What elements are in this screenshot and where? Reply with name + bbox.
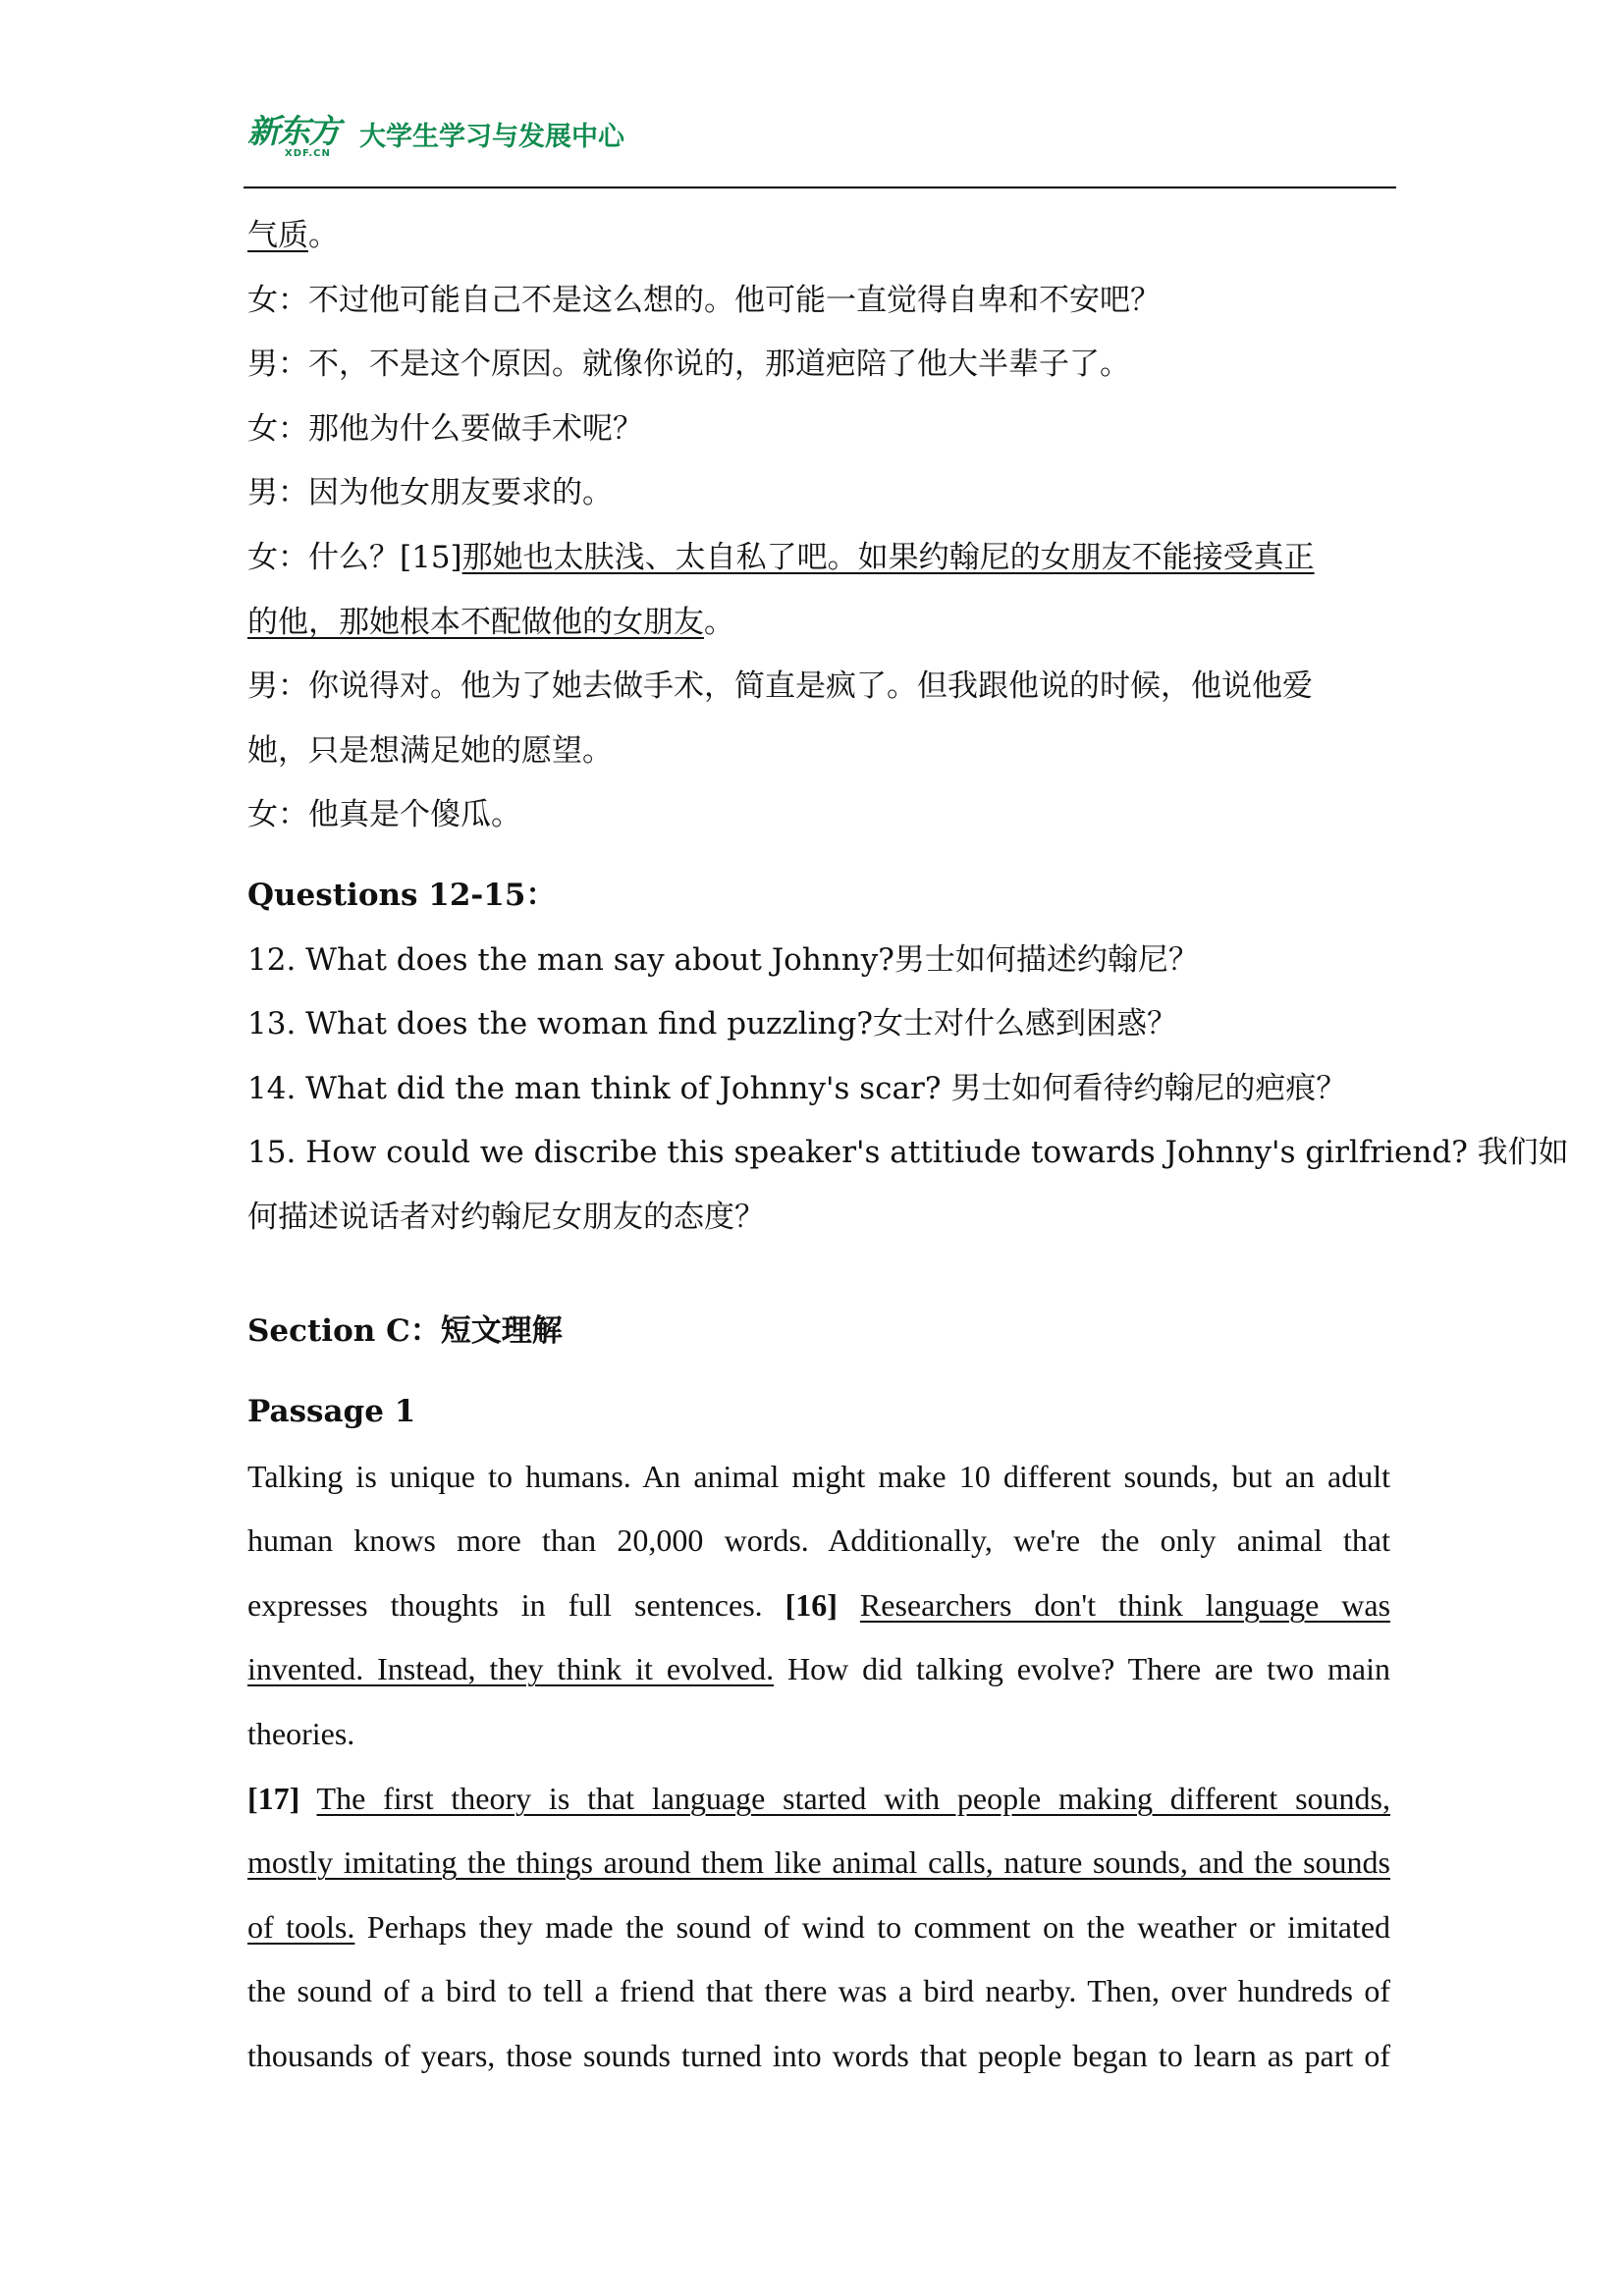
underlined-text: Researchers don't think language was <box>859 1586 1390 1623</box>
plain-text: Perhaps they made the sound of wind to comment on the weather or imitated <box>366 1908 1390 1945</box>
passage-line: Talking is unique to humans. An animal might make 10 different sounds, but an adult <box>247 1458 1390 1494</box>
questions-heading: Questions 12-15： <box>247 877 557 913</box>
underlined-text: invented. Instead, they think it evolved. <box>247 1651 775 1687</box>
logo-domain: XDF.CN <box>285 148 331 159</box>
question-marker: [17] <box>247 1780 300 1816</box>
question-item: 13. What does the woman find puzzling?女士对什么感到困惑？ <box>247 1006 1177 1042</box>
dialogue-line <box>247 591 1390 656</box>
dialogue-line: 女：不过他可能自己不是这么想的。他可能一直觉得自卑和不安吧？ <box>247 282 1161 318</box>
document-body <box>247 204 1569 2089</box>
passage-line <box>247 1831 1390 1896</box>
question-marker: [16] <box>785 1586 838 1623</box>
dialogue-line: 男：因为他女朋友要求的。 <box>247 475 613 511</box>
header-divider <box>244 187 1396 188</box>
passage-line: theories. <box>247 1716 355 1752</box>
passage-line: the sound of a bird to tell a friend that there was a bird nearby. Then, over hundreds of <box>247 1973 1390 2009</box>
underlined-text: mostly imitating the things around them like animal calls, nature sounds, and the sounds <box>247 1844 1390 1881</box>
plain-text: How did talking evolve? There are two main <box>787 1651 1390 1687</box>
section-c-heading: Section C：短文理解 <box>247 1312 563 1349</box>
brand-title: 大学生学习与发展中心 <box>359 122 624 152</box>
dialogue-line: 男：不，不是这个原因。就像你说的，那道疤陪了他大半辈子了。 <box>247 347 1130 383</box>
passage-line <box>247 1637 1390 1702</box>
passage-title: Passage 1 <box>247 1394 416 1430</box>
dialogue-line <box>247 526 1390 591</box>
underlined-text: of tools. <box>247 1908 355 1945</box>
underlined-text: The first theory is that language started with people making different sounds, <box>316 1780 1390 1816</box>
dialogue-line: 女：他真是个傻瓜。 <box>247 797 521 833</box>
xdf-logo <box>247 114 346 161</box>
dialogue-line <box>247 204 1390 269</box>
dialogue-line: 男：你说得对。他为了她去做手术，简直是疯了。但我跟他说的时候，他说他爱 <box>247 668 1313 705</box>
page-header <box>247 110 1396 188</box>
passage-line <box>247 1896 1390 1960</box>
question-item-continued: 何描述说话者对约翰尼女朋友的态度？ <box>247 1199 765 1235</box>
plain-text: expresses thoughts in full sentences. <box>247 1586 763 1623</box>
speaker-prefix: 女：什么？[15] <box>247 539 462 575</box>
underlined-text: 的他，那她根本不配做他的女朋友 <box>247 604 704 640</box>
underlined-text: 气质 <box>247 218 308 253</box>
text-tail: 。 <box>704 604 734 640</box>
question-item: 14. What did the man think of Johnny's scar? 男士如何看待约翰尼的疤痕？ <box>247 1070 1347 1106</box>
question-item: 12. What does the man say about Johnny?男士如何描述约翰尼？ <box>247 941 1199 978</box>
logo-wordmark: 新东方 <box>247 112 339 150</box>
passage-line: human knows more than 20,000 words. Additionally, we're the only animal that <box>247 1522 1390 1559</box>
passage-line: thousands of years, those sounds turned into words that people began to learn as part of <box>247 2038 1390 2074</box>
passage-line <box>247 1767 1390 1832</box>
question-item: 15. How could we discribe this speaker's attitiude towards Johnny's girlfriend? 我们如 <box>247 1135 1569 1171</box>
dialogue-line: 她，只是想满足她的愿望。 <box>247 732 613 769</box>
text-tail: 。 <box>308 218 339 253</box>
passage-line <box>247 1574 1390 1638</box>
underlined-text: 那她也太肤浅、太自私了吧。如果约翰尼的女朋友不能接受真正 <box>461 539 1315 575</box>
dialogue-line: 女：那他为什么要做手术呢？ <box>247 410 643 447</box>
